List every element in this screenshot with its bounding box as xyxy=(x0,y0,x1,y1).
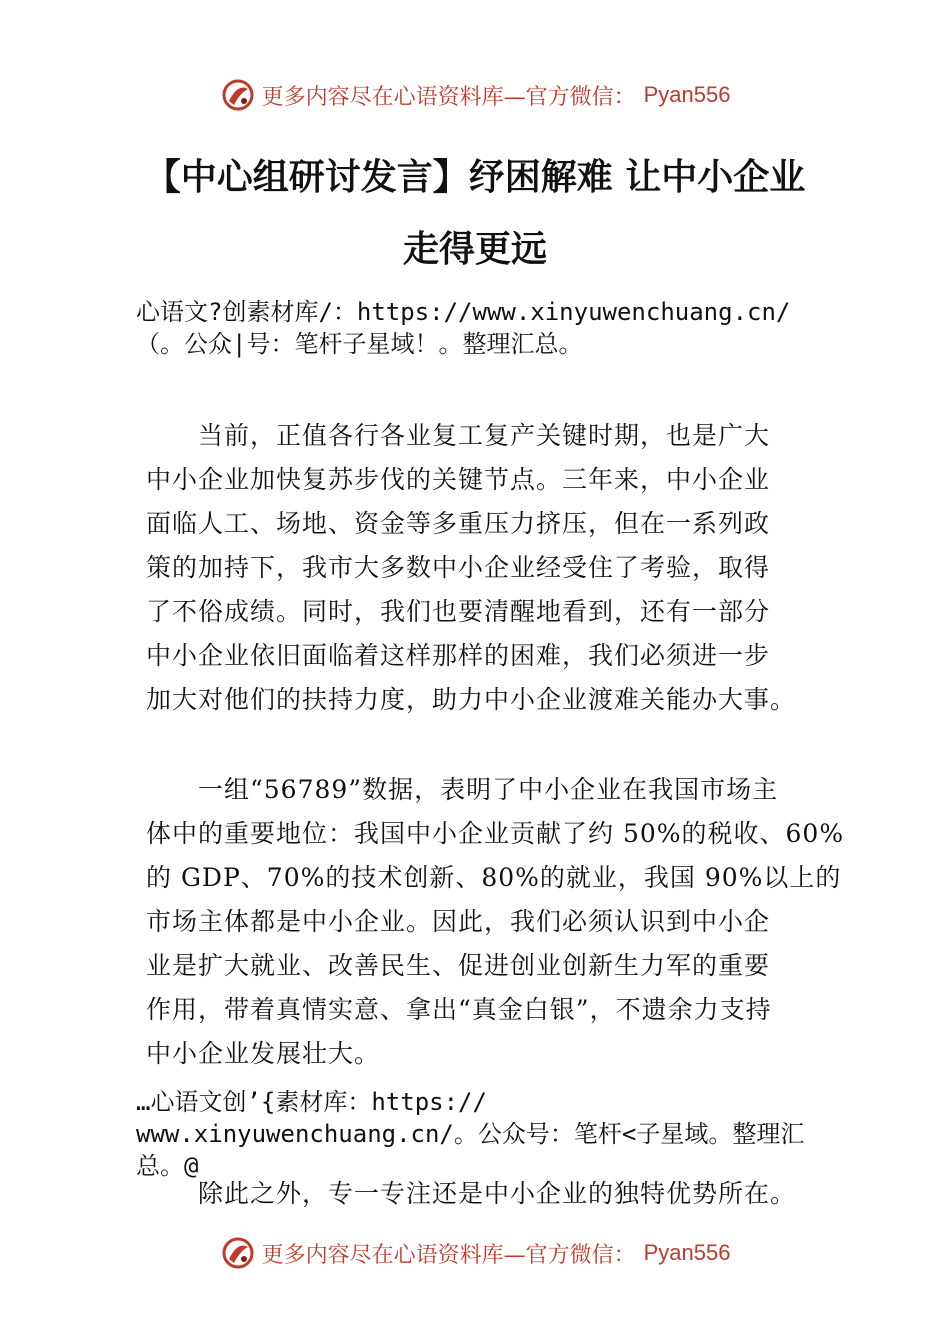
paragraph-line: 中小企业发展壮大。 xyxy=(146,1039,381,1068)
source-note-bottom-line1: …心语文创’{素材库：https:// xyxy=(136,1088,487,1116)
paragraph-3 xyxy=(146,1172,826,1216)
banner-text: 更多内容尽在心语资料库—官方微信： xyxy=(261,1242,636,1268)
paragraph-line: 中小企业依旧面临着这样那样的困难，我们必须进一步 xyxy=(146,641,771,670)
source-note-line1: 心语文?创素材库/：https://www.xinyuwenchuang.cn/ xyxy=(136,298,791,326)
paragraph-line: 加大对他们的扶持力度，助力中小企业渡难关能办大事。 xyxy=(146,685,797,714)
paragraph-line: 面临人工、场地、资金等多重压力挤压，但在一系列政 xyxy=(146,509,771,538)
paragraph-line: 的 GDP、70%的技术创新、80%的就业，我国 90%以上的 xyxy=(146,863,842,892)
paragraph-line: 除此之外，专一专注还是中小企业的独特优势所在。 xyxy=(146,1179,797,1208)
source-note-line2: （。公众|号：笔杆子星域！。整理汇总。 xyxy=(136,330,583,358)
banner-account: Pyan556 xyxy=(643,1240,731,1265)
paragraph-line: 中小企业加快复苏步伐的关键节点。三年来，中小企业 xyxy=(146,465,771,494)
document-title-line2: 走得更远 xyxy=(402,229,547,270)
paragraph-line: 业是扩大就业、改善民生、促进创业创新生力军的重要 xyxy=(146,951,771,980)
paragraph-line: 了不俗成绩。同时，我们也要清醒地看到，还有一部分 xyxy=(146,597,771,626)
footer-banner xyxy=(0,1228,950,1278)
paragraph-line: 策的加持下，我市大多数中小企业经受住了考验，取得 xyxy=(146,553,771,582)
banner-text: 更多内容尽在心语资料库—官方微信： xyxy=(261,84,636,110)
paragraph-line: 当前，正值各行各业复工复产关键时期，也是广大 xyxy=(146,421,771,450)
paragraph-2 xyxy=(146,768,845,1076)
paragraph-line: 体中的重要地位：我国中小企业贡献了约 50%的税收、60% xyxy=(146,819,845,848)
paragraph-line: 一组“56789”数据，表明了中小企业在我国市场主 xyxy=(146,775,779,804)
source-note-bottom-line2: www.xinyuwenchuang.cn/。公众号：笔杆<子星域。整理汇 xyxy=(136,1120,805,1148)
paragraph-line: 作用，带着真情实意、拿出“真金白银”，不遗余力支持 xyxy=(146,995,772,1024)
header-banner xyxy=(0,70,950,120)
paragraph-1 xyxy=(146,414,826,722)
source-note-bottom-line3: 总。@ xyxy=(136,1152,199,1180)
paragraph-line: 市场主体都是中小企业。因此，我们必须认识到中小企 xyxy=(146,907,771,936)
document-title-line1: 【中心组研讨发言】纾困解难 让中小企业 xyxy=(144,157,806,198)
banner-account: Pyan556 xyxy=(643,82,731,107)
logo-icon xyxy=(220,77,256,113)
logo-icon xyxy=(220,1235,256,1271)
